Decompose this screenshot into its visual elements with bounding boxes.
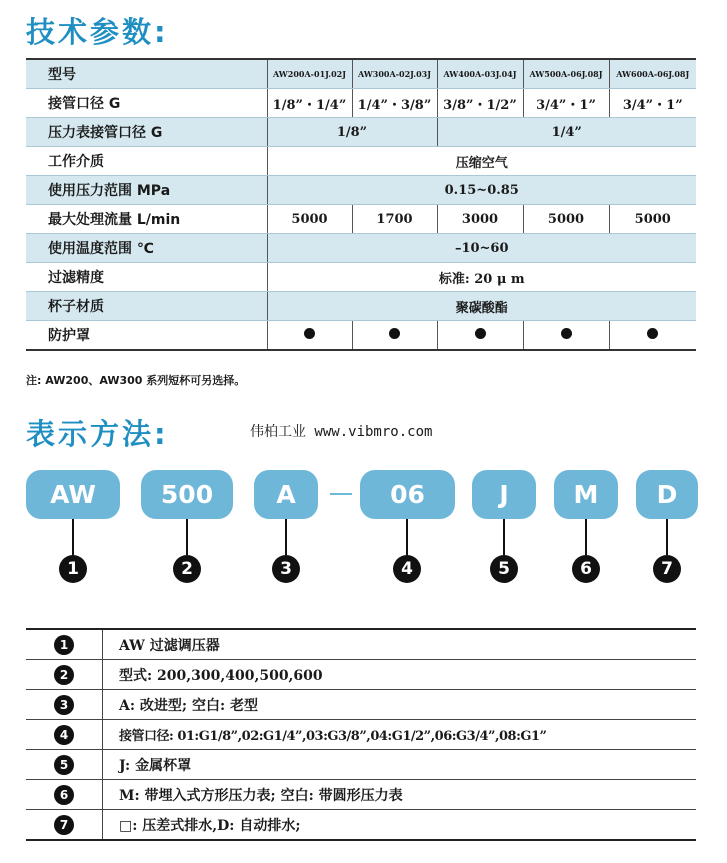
spec-value-cell: 1/4”・3/8” bbox=[352, 89, 437, 118]
legend-text: J: 金属杯罩 bbox=[103, 750, 697, 780]
spec-value-cell: 1/4” bbox=[437, 118, 696, 147]
included-dot-icon bbox=[561, 328, 572, 339]
model-name-cell: AW300A-02J.03J bbox=[352, 59, 437, 89]
spec-row bbox=[26, 292, 696, 321]
legend-row bbox=[26, 629, 696, 660]
spec-value-cell: 5000 bbox=[523, 205, 609, 234]
legend-marker: 2 bbox=[54, 665, 74, 685]
spec-row-label: 工作介质 bbox=[26, 147, 267, 176]
protective-cover-cell bbox=[352, 321, 437, 351]
code-connector bbox=[503, 519, 505, 555]
legend-row bbox=[26, 750, 696, 780]
code-part-drain: D bbox=[636, 470, 698, 519]
model-name-cell: AW500A-06J.08J bbox=[523, 59, 609, 89]
code-connector bbox=[666, 519, 668, 555]
designation-section-title: 表示方法: bbox=[26, 417, 169, 451]
code-part-gauge: M bbox=[554, 470, 618, 519]
legend-row bbox=[26, 810, 696, 841]
spec-row-label: 最大处理流量 L/min bbox=[26, 205, 267, 234]
code-connector bbox=[72, 519, 74, 555]
spec-row-label: 型号 bbox=[26, 59, 267, 89]
included-dot-icon bbox=[475, 328, 486, 339]
legend-row bbox=[26, 720, 696, 750]
spec-row bbox=[26, 89, 696, 118]
spec-table bbox=[26, 58, 696, 351]
spec-value-cell: 压缩空气 bbox=[267, 147, 696, 176]
code-separator-dash bbox=[330, 493, 352, 495]
code-marker-4: 4 bbox=[393, 555, 421, 583]
code-marker-2: 2 bbox=[173, 555, 201, 583]
spec-value-cell: 3/8”・1/2” bbox=[437, 89, 523, 118]
model-name-cell: AW400A-03J.04J bbox=[437, 59, 523, 89]
code-marker-1: 1 bbox=[59, 555, 87, 583]
legend-table bbox=[26, 628, 696, 841]
code-marker-3: 3 bbox=[272, 555, 300, 583]
legend-marker: 1 bbox=[54, 635, 74, 655]
brand-watermark: 伟柏工业 www.vibmro.com bbox=[250, 424, 433, 440]
spec-section-title: 技术参数: bbox=[26, 15, 169, 49]
legend-marker: 6 bbox=[54, 785, 74, 805]
included-dot-icon bbox=[647, 328, 658, 339]
legend-text: 型式: 200,300,400,500,600 bbox=[103, 660, 697, 690]
protective-cover-cell bbox=[609, 321, 696, 351]
legend-marker: 3 bbox=[54, 695, 74, 715]
spec-value-cell: 3/4”・1” bbox=[609, 89, 696, 118]
spec-value-cell: 5000 bbox=[267, 205, 352, 234]
legend-row bbox=[26, 690, 696, 720]
spec-row bbox=[26, 263, 696, 292]
spec-row-label: 过滤精度 bbox=[26, 263, 267, 292]
code-marker-6: 6 bbox=[572, 555, 600, 583]
legend-text: AW 过滤调压器 bbox=[103, 629, 697, 660]
code-marker-5: 5 bbox=[490, 555, 518, 583]
legend-marker: 4 bbox=[54, 725, 74, 745]
spec-row-label: 杯子材质 bbox=[26, 292, 267, 321]
legend-marker: 5 bbox=[54, 755, 74, 775]
legend-marker: 7 bbox=[54, 815, 74, 835]
spec-row-label: 使用压力范围 MPa bbox=[26, 176, 267, 205]
spec-row-label: 接管口径 G bbox=[26, 89, 267, 118]
spec-row bbox=[26, 147, 696, 176]
spec-row bbox=[26, 205, 696, 234]
code-part-version: A bbox=[254, 470, 318, 519]
code-part-type: 500 bbox=[141, 470, 233, 519]
spec-row-label: 压力表接管口径 G bbox=[26, 118, 267, 147]
spec-value-cell: 3/4”・1” bbox=[523, 89, 609, 118]
spec-value-cell: 0.15~0.85 bbox=[267, 176, 696, 205]
protective-cover-cell bbox=[267, 321, 352, 351]
code-part-bowl-guard: J bbox=[472, 470, 536, 519]
legend-text: □: 压差式排水,D: 自动排水; bbox=[103, 810, 697, 841]
spec-row bbox=[26, 176, 696, 205]
code-marker-7: 7 bbox=[653, 555, 681, 583]
spec-value-cell: 1/8” bbox=[267, 118, 437, 147]
code-connector bbox=[186, 519, 188, 555]
spec-row bbox=[26, 118, 696, 147]
legend-text: M: 带埋入式方形压力表; 空白: 带圆形压力表 bbox=[103, 780, 697, 810]
spec-row bbox=[26, 321, 696, 351]
spec-row bbox=[26, 234, 696, 263]
included-dot-icon bbox=[304, 328, 315, 339]
footnote: 注: AW200、AW300 系列短杯可另选择。 bbox=[26, 374, 246, 387]
model-name-cell: AW600A-06J.08J bbox=[609, 59, 696, 89]
spec-row-label: 使用温度范围 ℃ bbox=[26, 234, 267, 263]
code-connector bbox=[585, 519, 587, 555]
legend-text: 接管口径: 01:G1/8”,02:G1/4”,03:G3/8”,04:G1/2”,06:G3/4”,08:G1” bbox=[103, 720, 697, 750]
spec-value-cell: 聚碳酸酯 bbox=[267, 292, 696, 321]
spec-value-cell: 标准: 20 μ m bbox=[267, 263, 696, 292]
spec-value-cell: 5000 bbox=[609, 205, 696, 234]
model-name-cell: AW200A-01J.02J bbox=[267, 59, 352, 89]
legend-text: A: 改进型; 空白: 老型 bbox=[103, 690, 697, 720]
code-connector bbox=[406, 519, 408, 555]
spec-value-cell: 1/8”・1/4” bbox=[267, 89, 352, 118]
included-dot-icon bbox=[389, 328, 400, 339]
protective-cover-cell bbox=[523, 321, 609, 351]
spec-row bbox=[26, 59, 696, 89]
spec-row-label: 防护罩 bbox=[26, 321, 267, 351]
spec-value-cell: 1700 bbox=[352, 205, 437, 234]
spec-value-cell: 3000 bbox=[437, 205, 523, 234]
legend-row bbox=[26, 780, 696, 810]
code-part-port-size: 06 bbox=[360, 470, 455, 519]
code-part-series: AW bbox=[26, 470, 120, 519]
code-connector bbox=[285, 519, 287, 555]
spec-value-cell: –10~60 bbox=[267, 234, 696, 263]
legend-row bbox=[26, 660, 696, 690]
protective-cover-cell bbox=[437, 321, 523, 351]
